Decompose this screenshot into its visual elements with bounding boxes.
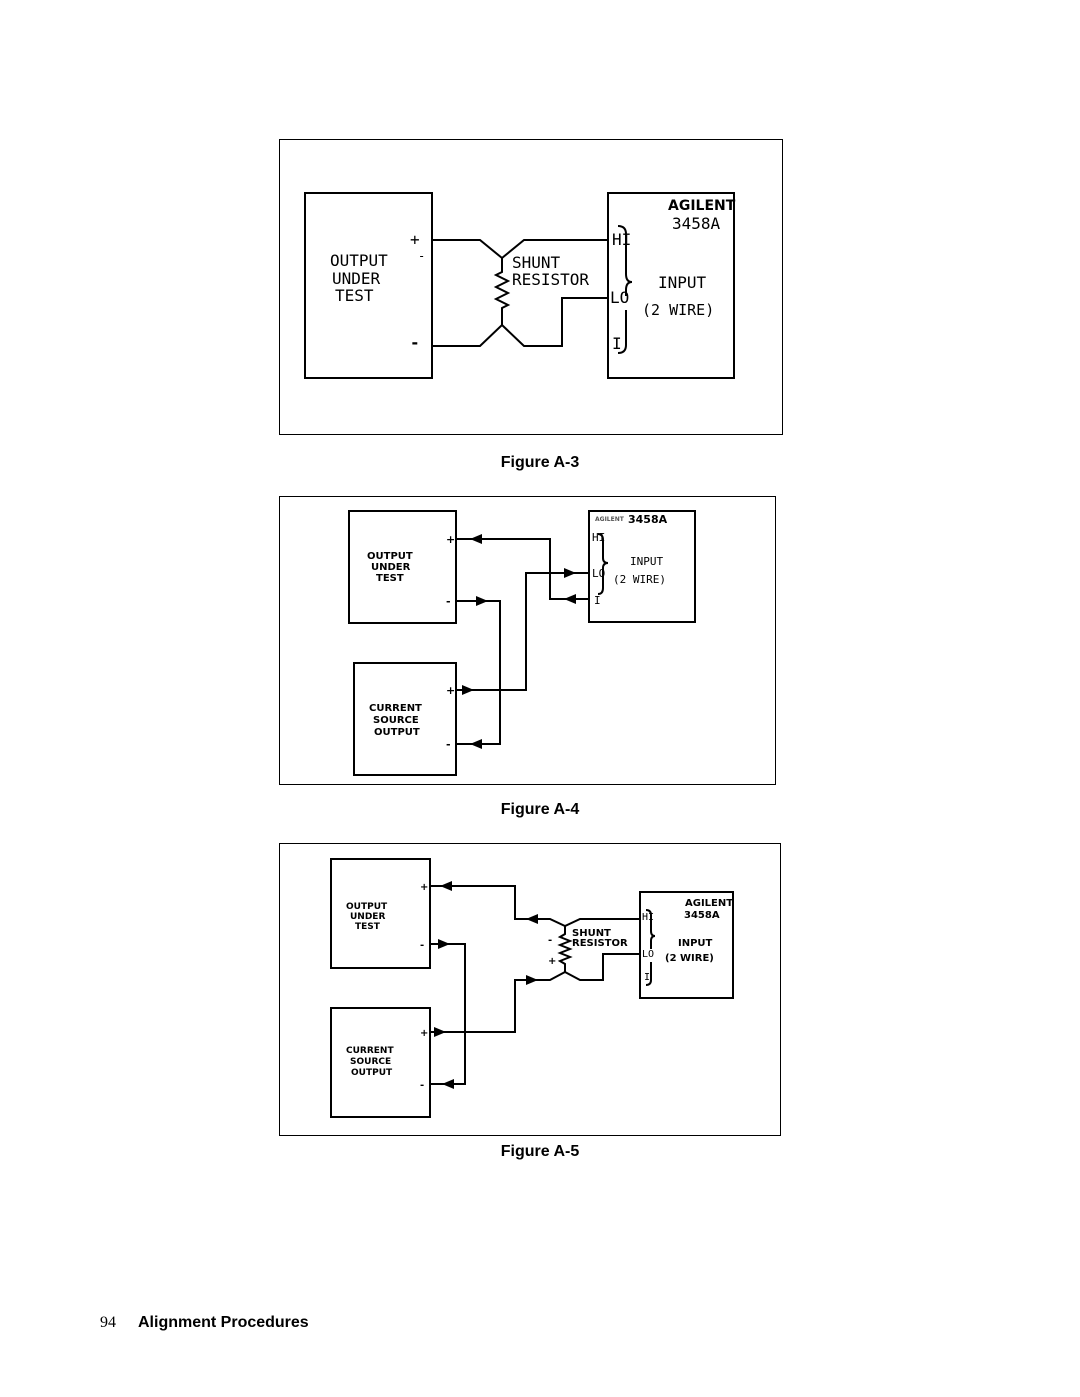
figure-a3-frame [279, 139, 783, 435]
arrow-heads [462, 534, 576, 749]
input-label-2: (2 WIRE) [665, 953, 714, 964]
output-label-3: TEST [335, 286, 374, 305]
shunt-plus: + [548, 956, 557, 967]
output-label-1: OUTPUT [367, 551, 413, 562]
page-number: 94 [100, 1314, 116, 1331]
output-label-1: OUTPUT [346, 902, 388, 912]
source-label-3: OUTPUT [374, 727, 420, 738]
meter-brand: AGILENT [685, 898, 734, 909]
terminal-i: I [644, 972, 651, 983]
plus-sign: + [420, 882, 429, 893]
terminal-hi: HI [642, 912, 655, 923]
terminal-i: I [594, 594, 601, 607]
shunt-resistor [496, 258, 508, 325]
shunt-label-1: SHUNT [512, 253, 561, 272]
wire-output-minus [456, 601, 500, 744]
input-label-1: INPUT [678, 938, 713, 949]
wire-source-plus [456, 573, 589, 690]
figure-a3-diagram [280, 140, 784, 436]
terminal-lo: LO [610, 288, 630, 307]
minus-sign: - [446, 595, 451, 608]
figure-a4-frame [279, 496, 776, 785]
figure-a5-frame [279, 843, 781, 1136]
meter-brand: AGILENT [668, 198, 736, 214]
input-label-2: (2 WIRE) [642, 301, 715, 319]
section-title: Alignment Procedures [138, 1314, 309, 1331]
input-label-1: INPUT [658, 273, 707, 292]
terminal-hi: HI [592, 531, 606, 544]
shunt-minus: - [548, 935, 553, 946]
meter-brand: AGILENT [595, 516, 624, 523]
plus-sign: + [446, 684, 456, 697]
input-label-2: (2 WIRE) [613, 573, 666, 586]
dash-mark: - [418, 249, 426, 263]
shunt-label-2: RESISTOR [572, 938, 628, 949]
shunt-label-2: RESISTOR [512, 270, 590, 289]
input-label-1: INPUT [630, 555, 664, 568]
source-label-2: SOURCE [373, 715, 419, 726]
shunt-label-1: SHUNT [572, 928, 611, 939]
figure-a5-diagram [280, 844, 782, 1137]
shunt-resistor [560, 926, 570, 972]
terminal-lo: LO [642, 949, 655, 960]
plus-sign: + [420, 1028, 429, 1039]
minus-sign: - [446, 738, 451, 751]
output-label-3: TEST [355, 922, 380, 932]
figure-a3-caption: Figure A-3 [500, 454, 580, 471]
figure-a5-caption: Figure A-5 [500, 1143, 580, 1160]
wire-source-plus [430, 954, 640, 1032]
figure-a4-diagram [280, 497, 777, 786]
source-label-1: CURRENT [369, 703, 422, 714]
output-label-2: UNDER [332, 269, 381, 288]
terminal-lo: LO [592, 567, 606, 580]
wire-output-plus [456, 539, 589, 599]
plus-sign: + [446, 533, 456, 546]
meter-model: 3458A [684, 910, 720, 921]
terminal-i: I [612, 334, 622, 353]
plus-sign: + [410, 230, 420, 249]
minus-sign: - [410, 333, 420, 352]
source-label-1: CURRENT [346, 1046, 394, 1056]
meter-model: 3458A [628, 513, 668, 526]
source-label-2: SOURCE [350, 1057, 392, 1067]
source-label-3: OUTPUT [351, 1068, 393, 1078]
output-label-3: TEST [376, 573, 404, 584]
wire-output-minus [430, 944, 465, 1084]
figure-a4-caption: Figure A-4 [500, 801, 580, 818]
arrow-heads [434, 881, 538, 1089]
minus-sign: - [420, 940, 425, 951]
meter-model: 3458A [672, 214, 721, 233]
terminal-hi: HI [612, 230, 632, 249]
output-label-2: UNDER [350, 912, 386, 922]
minus-sign: - [420, 1080, 425, 1091]
output-label-1: OUTPUT [330, 251, 388, 270]
wire-minus [432, 298, 608, 346]
output-label-2: UNDER [371, 562, 411, 573]
